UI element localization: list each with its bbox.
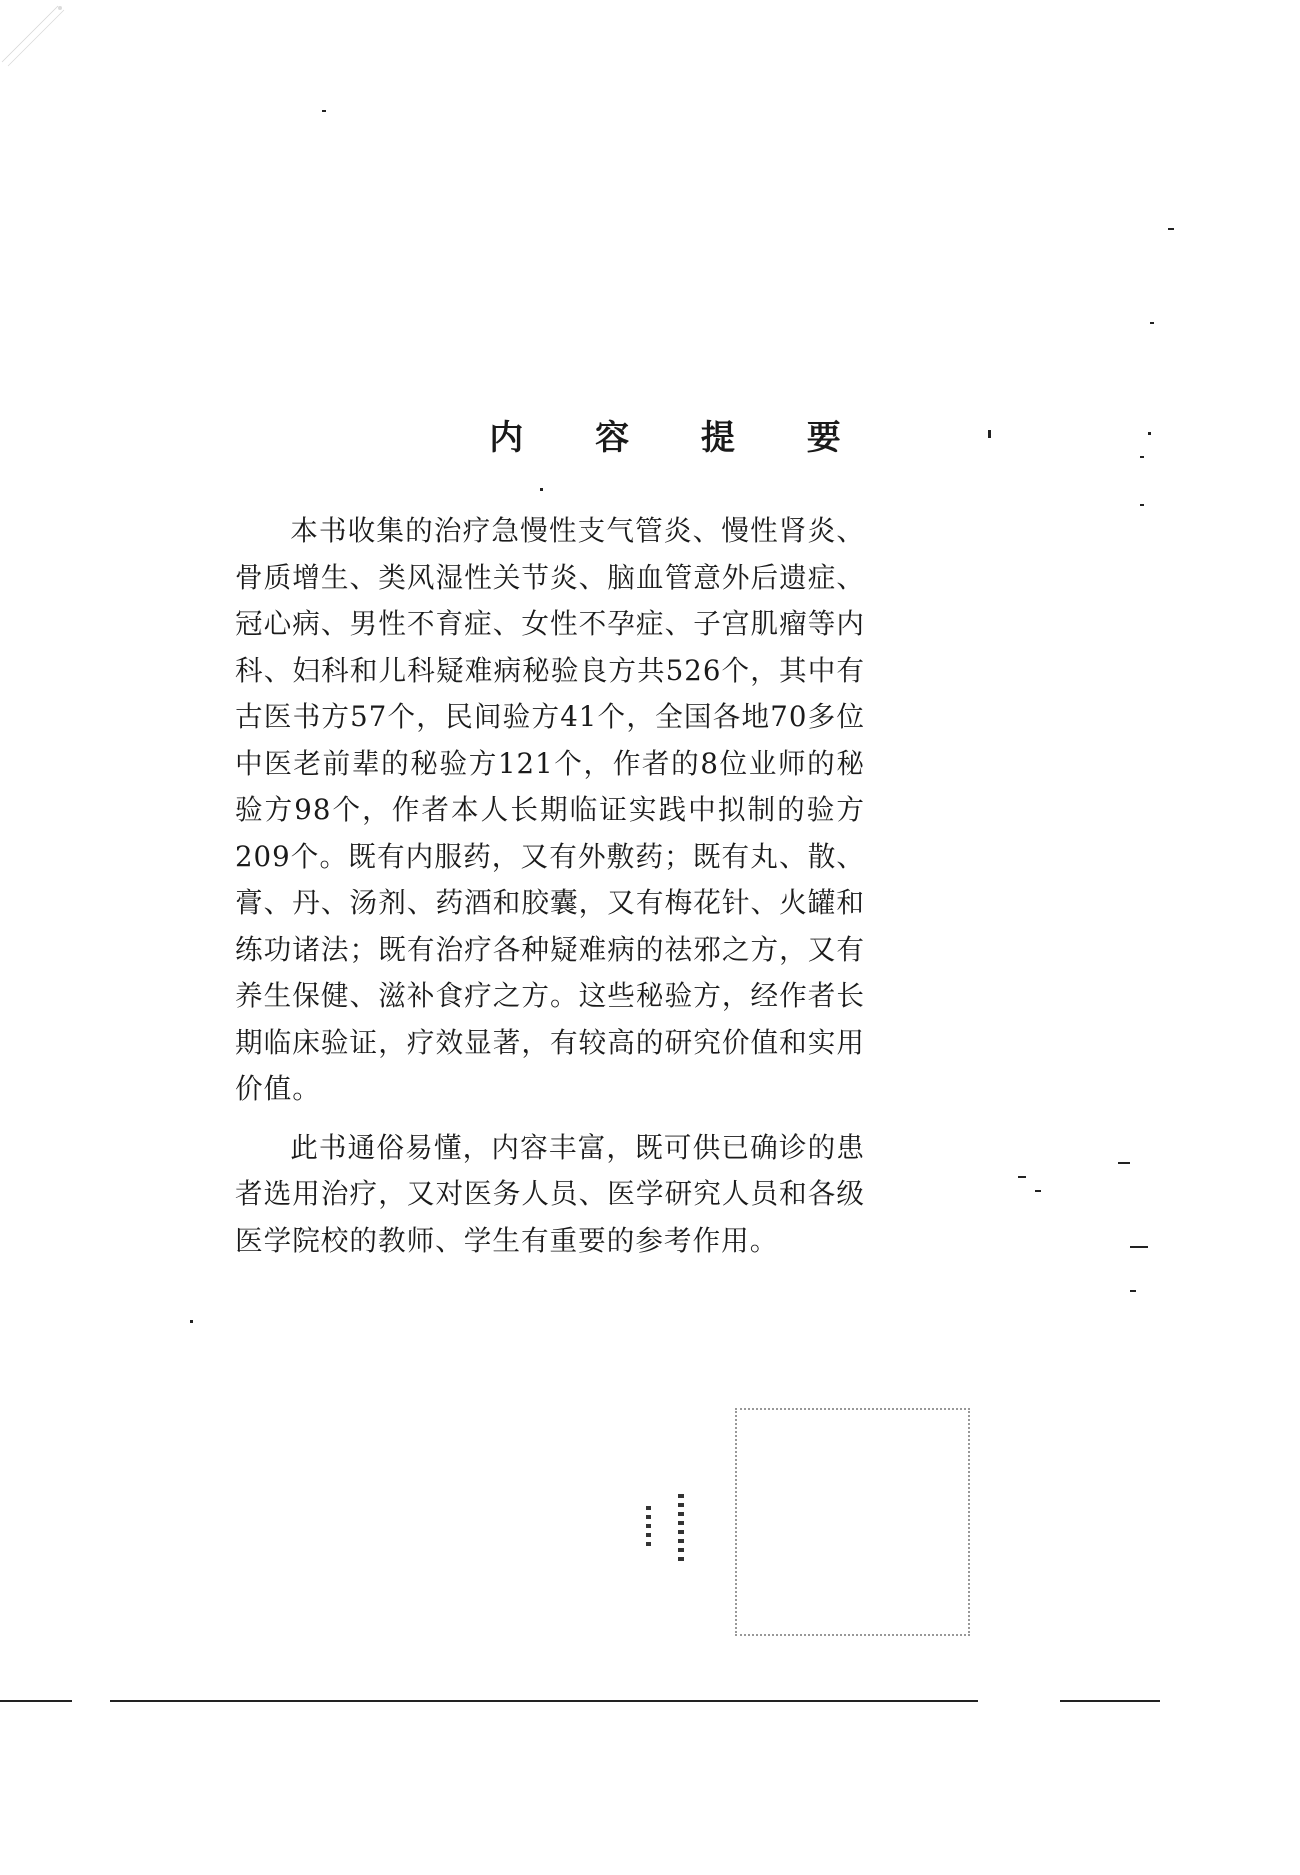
- scan-speck: [1118, 1162, 1130, 1164]
- ink-mark: [678, 1494, 684, 1566]
- bottom-rule-right: [1060, 1700, 1160, 1702]
- scan-speck: [1140, 504, 1144, 506]
- summary-paragraph-1: 本书收集的治疗急慢性支气管炎、慢性肾炎、骨质增生、类风湿性关节炎、脑血管意外后遗症、冠心病、男性不育症、女性不孕症、子宫肌瘤等内科、妇科和儿科疑难病秘验良方共526个，其中有古医书方57个，民间验方41个，全国各地70多位中医老前辈的秘验方121个，作者的8位业师的秘验方98个，作者本人长期临证实践中拟制的验方209个。既有内服药，又有外敷药；既有丸、散、膏、丹、汤剂、药酒和胶囊，又有梅花针、火罐和练功诸法；既有治疗各种疑难病的祛邪之方，又有养生保健、滋补食疗之方。这些秘验方，经作者长期临床验证，疗效显著，有较高的研究价值和实用价值。: [235, 514, 865, 1105]
- scan-speck: [1018, 1176, 1026, 1178]
- scan-speck: [988, 430, 991, 438]
- scan-speck: [190, 1320, 193, 1323]
- scan-speck: [1148, 432, 1151, 435]
- bottom-rule-center: [110, 1700, 978, 1702]
- scan-speck: [1168, 228, 1174, 230]
- summary-paragraph-2: 此书通俗易懂，内容丰富，既可供已确诊的患者选用治疗，又对医务人员、医学研究人员和各级医学院校的教师、学生有重要的参考作用。: [235, 1130, 865, 1257]
- scan-speck: [1130, 1290, 1136, 1292]
- watermark-logo: [0, 0, 80, 70]
- scan-speck: [1140, 456, 1144, 458]
- ink-mark: [646, 1506, 651, 1546]
- faded-seal-stamp: [735, 1408, 970, 1636]
- scan-speck: [1130, 1246, 1148, 1248]
- scan-speck: [322, 110, 326, 112]
- scan-speck: [1035, 1190, 1041, 1192]
- page-title: 内 容 提 要: [489, 418, 871, 458]
- scan-speck: [1150, 322, 1154, 324]
- summary-body: [235, 508, 865, 1264]
- scan-speck: [540, 488, 543, 491]
- bottom-rule-left: [0, 1700, 72, 1702]
